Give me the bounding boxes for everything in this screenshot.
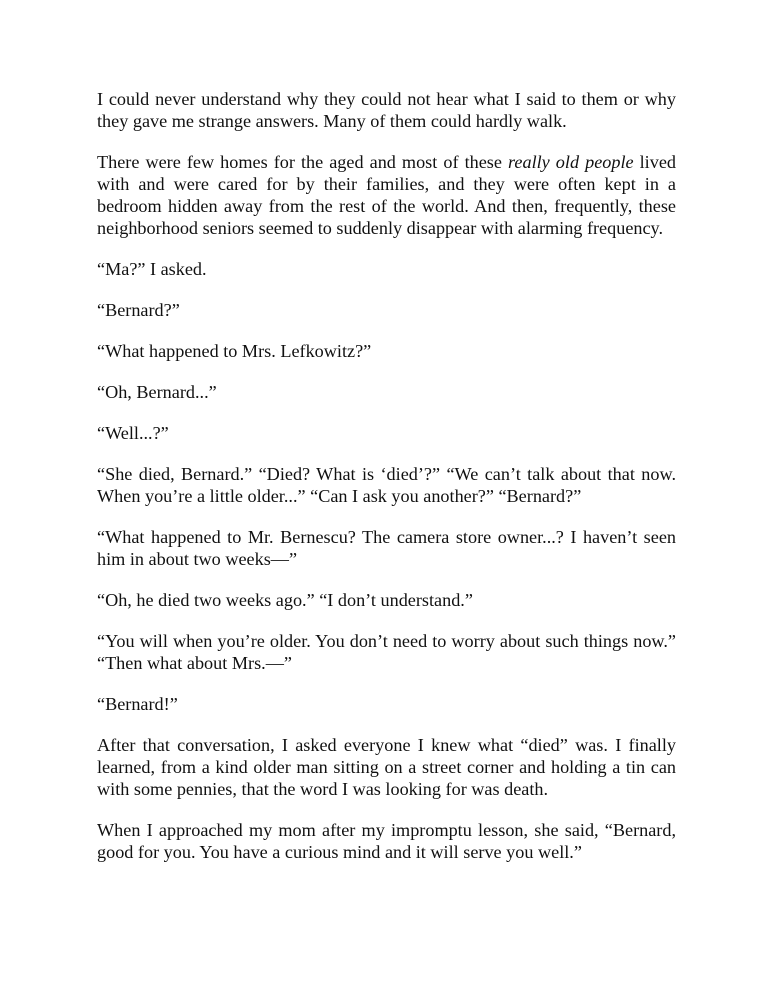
paragraph-6: “Oh, Bernard...” bbox=[97, 382, 217, 402]
paragraph-9: “What happened to Mr. Bernescu? The camera store owner...? I haven’t seen him in about two weeks—” bbox=[97, 527, 676, 569]
paragraph-4: “Bernard?” bbox=[97, 300, 180, 320]
paragraph-1: I could never understand why they could not hear what I said to them or why they gave me strange answers. Many of them could hardly walk. bbox=[97, 89, 676, 131]
paragraph-2 bbox=[97, 151, 676, 239]
paragraph-2-emphasis: really old people bbox=[508, 152, 634, 172]
paragraph-14: When I approached my mom after my impromptu lesson, she said, “Bernard, good for you. You have a curious mind and it will serve you well.” bbox=[97, 820, 676, 862]
paragraph-11: “You will when you’re older. You don’t need to worry about such things now.” “Then what about Mrs.—” bbox=[97, 631, 676, 673]
paragraph-3: “Ma?” I asked. bbox=[97, 259, 207, 279]
paragraph-10: “Oh, he died two weeks ago.” “I don’t understand.” bbox=[97, 590, 473, 610]
paragraph-8: “She died, Bernard.” “Died? What is ‘died’?” “We can’t talk about that now. When you’re a little older...” “Can I ask you another?” “Bernard?” bbox=[97, 464, 676, 506]
paragraph-5: “What happened to Mrs. Lefkowitz?” bbox=[97, 341, 372, 361]
paragraph-13: After that conversation, I asked everyone I knew what “died” was. I finally learned, from a kind older man sitting on a street corner and holding a tin can with some pennies, that the word I was looking for was death. bbox=[97, 735, 676, 799]
paragraph-2-text-after: lived with and were cared for by their families, and they were often kept in a bedroom hidden away from the rest of the world. And then, frequently, these neighborhood seniors seemed to suddenly disappear with alarming frequency. bbox=[97, 152, 676, 238]
paragraph-7: “Well...?” bbox=[97, 423, 169, 443]
paragraph-2-text-before: There were few homes for the aged and most of these bbox=[97, 152, 508, 172]
paragraph-12: “Bernard!” bbox=[97, 694, 178, 714]
